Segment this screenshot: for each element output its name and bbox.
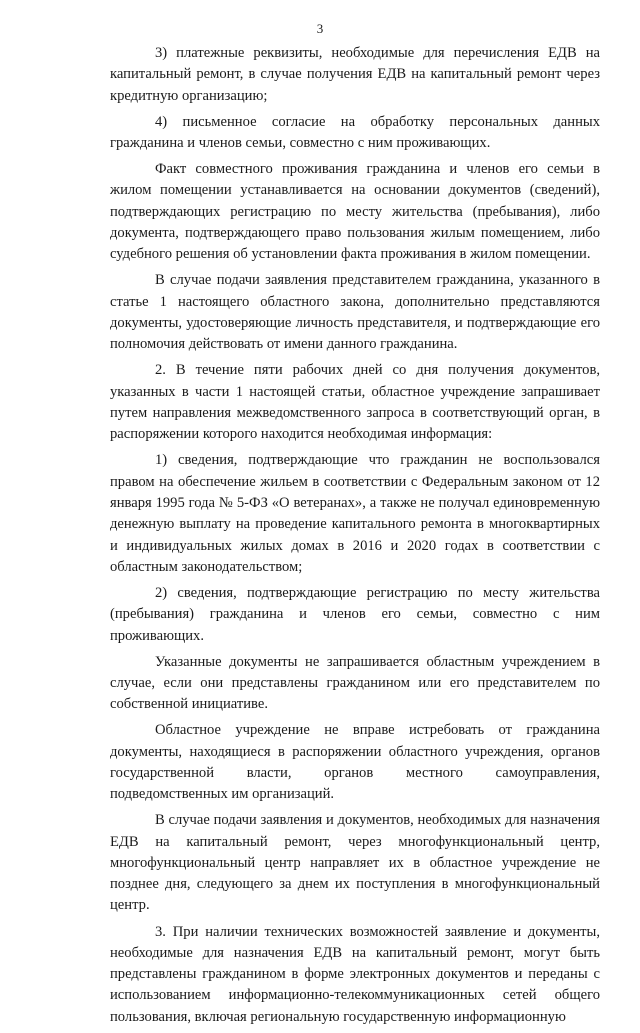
paragraph-section-2: 2. В течение пяти рабочих дней со дня получения документов, указанных в части 1 настоящей статьи, областное учреждение запрашивает путем направления межведомственного запроса в соответствующий орган, в распоряжении которого находится необходимая информация: [110, 362, 600, 443]
paragraph-mfc-submission: В случае подачи заявления и документов, необходимых для назначения ЕДВ на капитальный ремонт, через многофункциональный центр, многофункциональный центр направляет их в областное учреждение не позднее дня, следующего за днем их поступления в многофункциональный центр. [110, 812, 600, 914]
paragraph-subitem-1: 1) сведения, подтверждающие что гражданин не воспользовался правом на обеспечение жильем в соответствии с Федеральным законом от 12 января 1995 года № 5-ФЗ «О ветеранах», а также не получал единовременную денежную выплату на проведение капитального ремонта в многоквартирных и индивидуальных жилых домах в 2016 и 2020 годах в соответствии с областным законодательством; [110, 452, 600, 575]
paragraph-item-3-payment-details: 3) платежные реквизиты, необходимые для перечисления ЕДВ на капитальный ремонт, в случае получения ЕДВ на капитальный ремонт через кредитную организацию; [110, 45, 600, 104]
paragraph-not-requested: Указанные документы не запрашивается областным учреждением в случае, если они представлены гражданином или его представителем по собственной инициативе. [110, 653, 600, 713]
document-body [110, 43, 600, 1033]
paragraph-cohabitation-fact: Факт совместного проживания гражданина и членов его семьи в жилом помещении устанавливается на основании документов (сведений), подтверждающих регистрацию по месту жительства (пребывания), либо документа, подтверждающего право пользования жилым помещением, либо судебного решения об установлении факта проживания в жилом помещении. [110, 161, 600, 263]
paragraph-may-not-demand: Областное учреждение не вправе истребовать от гражданина документы, находящиеся в распоряжении областного учреждения, органов государственной власти, органов местного самоуправления, подведомственных им организаций. [110, 722, 600, 803]
paragraph-item-4-consent: 4) письменное согласие на обработку персональных данных гражданина и членов семьи, совместно с ним проживающих. [110, 113, 600, 151]
paragraph-section-3: 3. При наличии технических возможностей заявление и документы, необходимые для назначения ЕДВ на капитальный ремонт, могут быть представлены гражданином в форме электронных документов и переданы с использованием информационно-телекоммуникационных сетей общего пользования, включая региональную государственную информационную [110, 923, 600, 1025]
paragraph-subitem-2: 2) сведения, подтверждающие регистрацию по месту жительства (пребывания) гражданина и членов его семьи, совместно с ним проживающих. [110, 584, 600, 644]
paragraph-representative: В случае подачи заявления представителем гражданина, указанного в статье 1 настоящего областного закона, дополнительно представляются документы, удостоверяющие личность представителя, и подтверждающие его полномочия действовать от имени данного гражданина. [110, 272, 600, 353]
page-number: 3 [316, 21, 324, 36]
